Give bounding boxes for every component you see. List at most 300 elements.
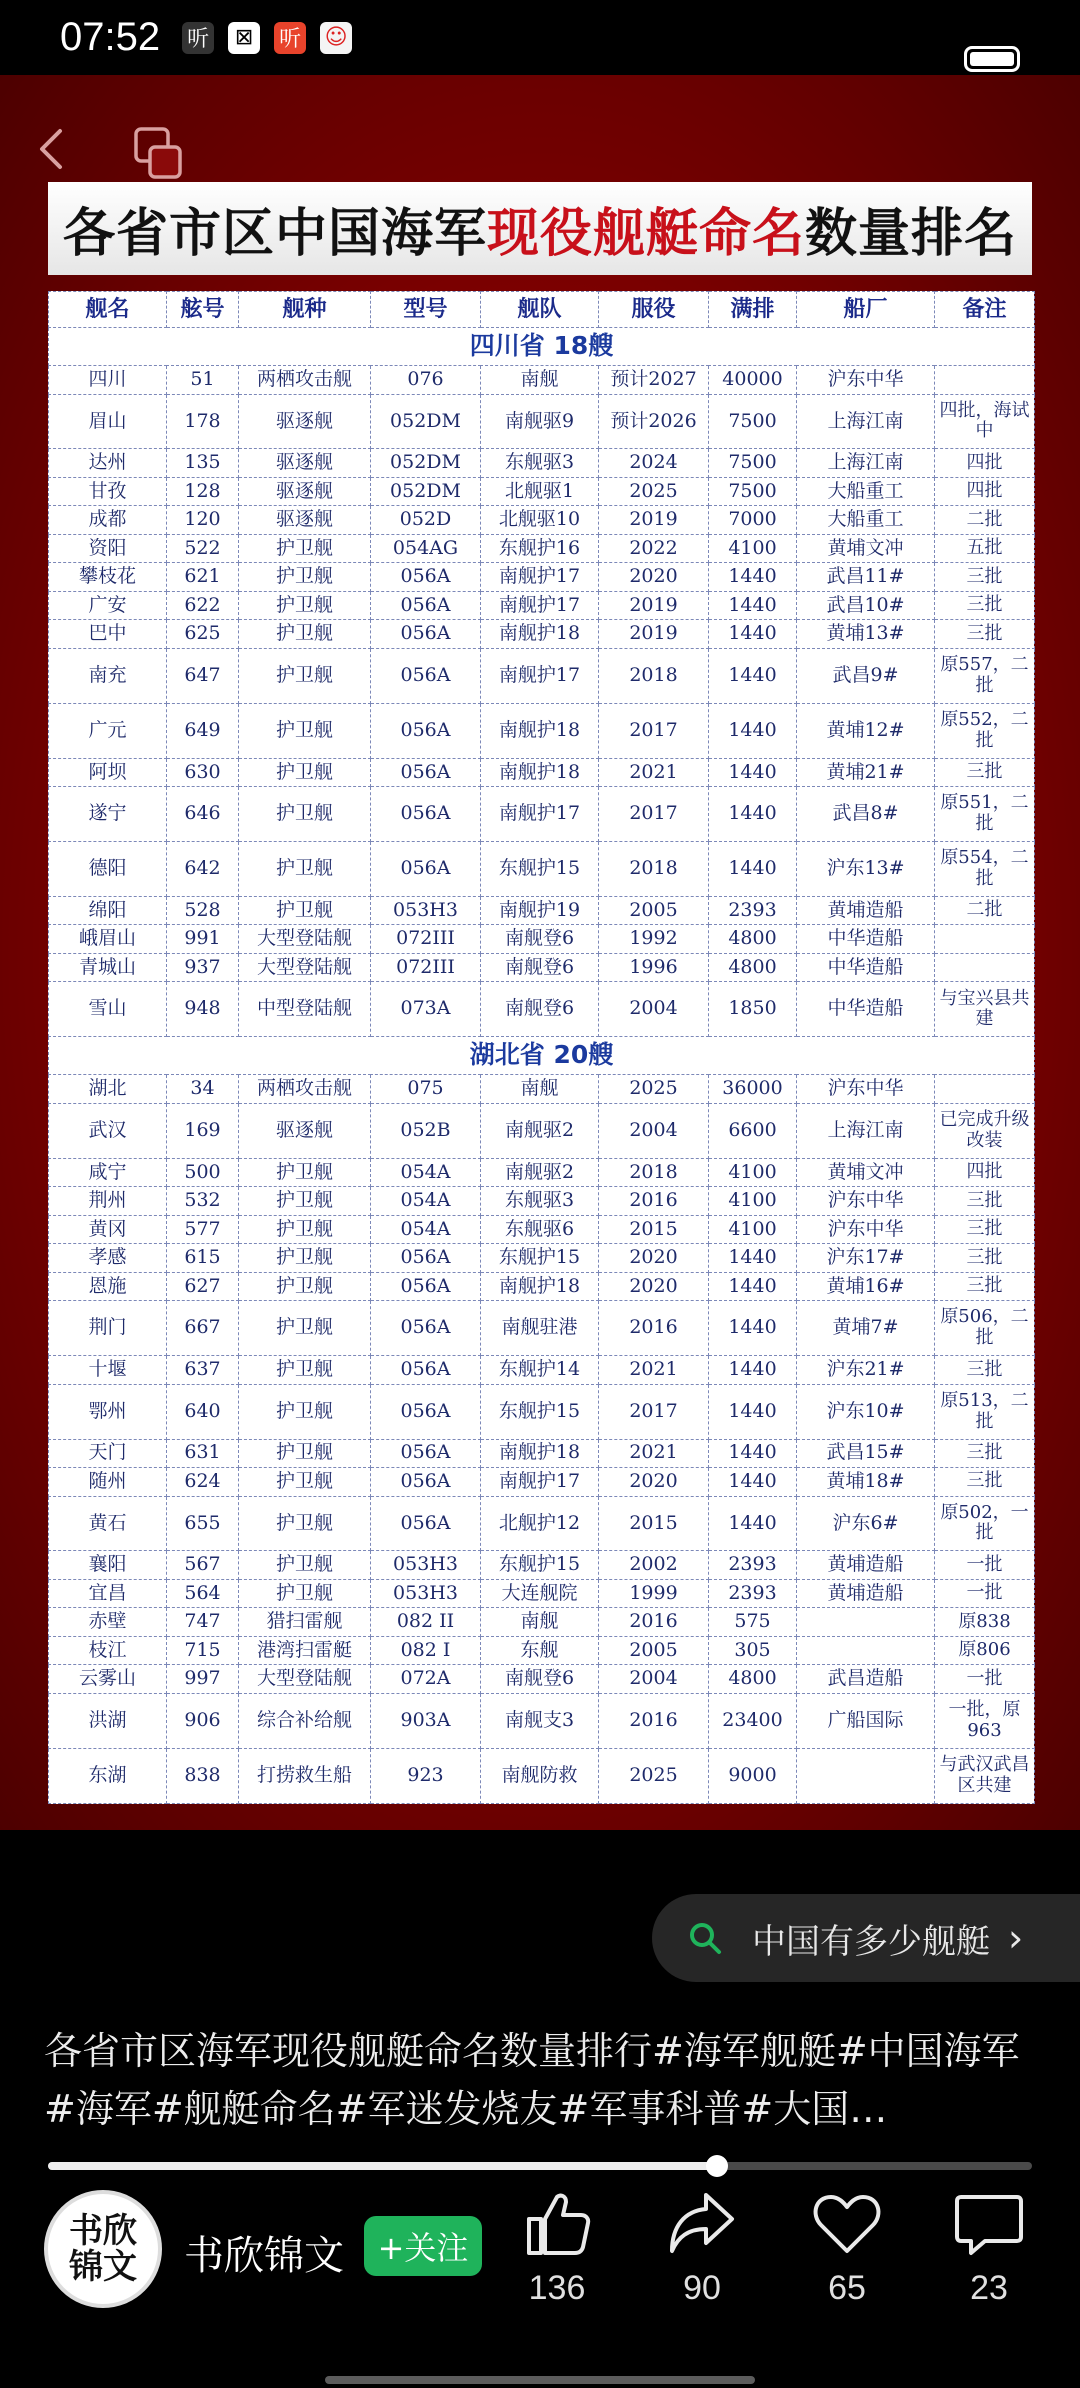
listen-red-icon: 听 <box>274 22 306 54</box>
table-cell: 三批 <box>935 1468 1035 1497</box>
table-cell: 1440 <box>709 703 797 758</box>
table-cell: 2393 <box>709 1551 797 1580</box>
table-cell: 34 <box>167 1075 239 1104</box>
table-cell: 护卫舰 <box>239 1301 371 1356</box>
table-cell: 与武汉武昌区共建 <box>935 1748 1035 1803</box>
table-cell: 二批 <box>935 506 1035 535</box>
table-cell: 4800 <box>709 953 797 982</box>
table-cell <box>797 1608 935 1637</box>
comment-count: 23 <box>970 2269 1008 2307</box>
table-cell: 1850 <box>709 982 797 1037</box>
col-header: 型号 <box>371 292 481 328</box>
table-cell: 056A <box>371 787 481 842</box>
table-cell: 7500 <box>709 477 797 506</box>
table-cell: 南舰护17 <box>481 787 599 842</box>
listen-app-icon: 听 <box>182 22 214 54</box>
table-cell: 猎扫雷舰 <box>239 1608 371 1637</box>
table-cell: 052DM <box>371 394 481 449</box>
table-cell: 驱逐舰 <box>239 394 371 449</box>
related-search-pill[interactable] <box>652 1894 1080 1982</box>
table-cell: 135 <box>167 449 239 478</box>
table-row <box>49 449 1035 478</box>
table-cell: 南舰登6 <box>481 925 599 954</box>
table-cell: 1440 <box>709 1301 797 1356</box>
table-cell: 2021 <box>599 1439 709 1468</box>
table-cell: 原557，二批 <box>935 648 1035 703</box>
table-cell: 646 <box>167 787 239 842</box>
table-cell: 120 <box>167 506 239 535</box>
table-cell: 1440 <box>709 1272 797 1301</box>
table-cell: 2002 <box>599 1551 709 1580</box>
table-cell <box>797 1748 935 1803</box>
table-cell: 575 <box>709 1608 797 1637</box>
table-cell: 南舰 <box>481 366 599 395</box>
table-cell: 2025 <box>599 1748 709 1803</box>
table-cell: 洪湖 <box>49 1693 167 1748</box>
table-cell: 500 <box>167 1158 239 1187</box>
table-cell: 南舰登6 <box>481 953 599 982</box>
app-icon-2: ⊠ <box>228 22 260 54</box>
table-cell: 黄埔12# <box>797 703 935 758</box>
table-cell: 沪东中华 <box>797 1075 935 1104</box>
table-cell: 1440 <box>709 842 797 897</box>
table-cell: 黄埔18# <box>797 1468 935 1497</box>
table-cell: 上海江南 <box>797 1103 935 1158</box>
table-row <box>49 787 1035 842</box>
table-cell: 护卫舰 <box>239 1551 371 1580</box>
table-row <box>49 506 1035 535</box>
table-cell: 178 <box>167 394 239 449</box>
table-cell: 1440 <box>709 758 797 787</box>
table-cell: 南舰护17 <box>481 1468 599 1497</box>
table-cell: 7500 <box>709 394 797 449</box>
favorite-button[interactable] <box>792 2185 902 2308</box>
ship-table <box>48 291 1035 1804</box>
table-cell: 巴中 <box>49 620 167 649</box>
table-cell: 原554，二批 <box>935 842 1035 897</box>
province-header-row <box>49 328 1035 366</box>
table-cell: 南舰护17 <box>481 591 599 620</box>
table-cell: 中华造船 <box>797 982 935 1037</box>
related-search-text: 中国有多少舰艇 <box>752 1921 990 1962</box>
table-cell: 护卫舰 <box>239 1356 371 1385</box>
table-cell: 1440 <box>709 591 797 620</box>
table-cell: 532 <box>167 1187 239 1216</box>
table-cell: 沪东中华 <box>797 366 935 395</box>
table-cell: 荆门 <box>49 1301 167 1356</box>
table-cell: 东舰护15 <box>481 1384 599 1439</box>
table-cell: 747 <box>167 1608 239 1637</box>
table-cell: 大型登陆舰 <box>239 1665 371 1694</box>
author-avatar[interactable] <box>44 2190 162 2308</box>
table-cell: 资阳 <box>49 534 167 563</box>
table-cell: 二批 <box>935 896 1035 925</box>
table-row <box>49 1384 1035 1439</box>
table-cell: 1996 <box>599 953 709 982</box>
table-cell: 黄埔造船 <box>797 1551 935 1580</box>
table-cell: 054A <box>371 1158 481 1187</box>
table-row <box>49 477 1035 506</box>
table-cell: 大船重工 <box>797 506 935 535</box>
table-cell: 082 II <box>371 1608 481 1637</box>
share-arrow-icon <box>664 2185 740 2261</box>
province-header: 湖北省 20艘 <box>49 1037 1035 1075</box>
table-row <box>49 1356 1035 1385</box>
table-cell: 黄石 <box>49 1496 167 1551</box>
table-cell: 赤壁 <box>49 1608 167 1637</box>
table-cell: 综合补给舰 <box>239 1693 371 1748</box>
table-cell: 黄埔文冲 <box>797 534 935 563</box>
table-cell: 五批 <box>935 534 1035 563</box>
post-image[interactable] <box>0 75 1080 1830</box>
table-cell: 四川 <box>49 366 167 395</box>
table-cell: 黄埔16# <box>797 1272 935 1301</box>
table-cell: 054AG <box>371 534 481 563</box>
table-cell: 649 <box>167 703 239 758</box>
like-button[interactable] <box>502 2185 612 2308</box>
app-icon-4: ☺ <box>320 22 352 54</box>
table-cell: 1440 <box>709 1356 797 1385</box>
status-bar <box>0 0 1080 75</box>
table-row <box>49 1439 1035 1468</box>
comment-button[interactable] <box>934 2185 1044 2308</box>
table-cell: 2019 <box>599 620 709 649</box>
table-cell: 056A <box>371 648 481 703</box>
post-caption[interactable]: 各省市区海军现役舰艇命名数量排行#海军舰艇#中国海军#海军#舰艇命名#军迷发烧友#军事科普#大国… <box>44 2029 1020 2131</box>
table-header-row <box>49 292 1035 328</box>
table-cell: 武昌10# <box>797 591 935 620</box>
table-cell: 072A <box>371 1665 481 1694</box>
table-cell: 1440 <box>709 1439 797 1468</box>
table-cell: 2015 <box>599 1496 709 1551</box>
table-cell: 056A <box>371 1301 481 1356</box>
chevron-right-icon: › <box>1008 1916 1024 1960</box>
table-cell: 中型登陆舰 <box>239 982 371 1037</box>
table-cell: 南舰支3 <box>481 1693 599 1748</box>
favorite-count: 65 <box>828 2269 866 2307</box>
table-cell: 东舰护14 <box>481 1356 599 1385</box>
table-cell: 948 <box>167 982 239 1037</box>
table-cell: 4800 <box>709 1665 797 1694</box>
table-cell: 1440 <box>709 1384 797 1439</box>
col-header: 舷号 <box>167 292 239 328</box>
table-cell: 1999 <box>599 1579 709 1608</box>
table-cell: 997 <box>167 1665 239 1694</box>
table-cell: 打捞救生船 <box>239 1748 371 1803</box>
table-cell: 南舰护18 <box>481 703 599 758</box>
table-cell: 053H3 <box>371 1551 481 1580</box>
table-cell: 武昌8# <box>797 787 935 842</box>
table-cell: 四批，海试中 <box>935 394 1035 449</box>
image-progress-bar[interactable] <box>48 2162 1032 2170</box>
table-cell: 056A <box>371 1356 481 1385</box>
table-cell: 北舰驱1 <box>481 477 599 506</box>
table-row <box>49 703 1035 758</box>
table-cell: 峨眉山 <box>49 925 167 954</box>
table-cell: 052DM <box>371 449 481 478</box>
table-cell: 宜昌 <box>49 1579 167 1608</box>
table-cell: 4100 <box>709 1187 797 1216</box>
table-cell: 621 <box>167 563 239 592</box>
poster-title <box>48 182 1032 275</box>
table-cell: 567 <box>167 1551 239 1580</box>
table-cell: 恩施 <box>49 1272 167 1301</box>
table-cell: 三批 <box>935 620 1035 649</box>
table-cell: 东湖 <box>49 1748 167 1803</box>
table-cell: 东舰驱6 <box>481 1215 599 1244</box>
progress-knob[interactable] <box>706 2155 728 2177</box>
table-row <box>49 366 1035 395</box>
table-cell: 1440 <box>709 1468 797 1497</box>
table-cell: 564 <box>167 1579 239 1608</box>
table-cell: 054A <box>371 1187 481 1216</box>
search-icon <box>688 1921 722 1955</box>
table-cell: 护卫舰 <box>239 563 371 592</box>
table-cell: 2021 <box>599 1356 709 1385</box>
table-cell: 三批 <box>935 1356 1035 1385</box>
table-cell: 一批 <box>935 1579 1035 1608</box>
table-cell: 2025 <box>599 477 709 506</box>
table-cell: 053H3 <box>371 1579 481 1608</box>
table-cell: 天门 <box>49 1439 167 1468</box>
table-cell: 2019 <box>599 591 709 620</box>
table-cell: 一批，原963 <box>935 1693 1035 1748</box>
table-cell: 056A <box>371 1468 481 1497</box>
table-cell: 一批 <box>935 1665 1035 1694</box>
table-cell: 076 <box>371 366 481 395</box>
table-cell: 护卫舰 <box>239 1244 371 1273</box>
table-cell: 1440 <box>709 648 797 703</box>
table-cell: 遂宁 <box>49 787 167 842</box>
table-body <box>49 328 1035 1804</box>
table-cell: 黄埔7# <box>797 1301 935 1356</box>
table-cell: 2017 <box>599 1384 709 1439</box>
table-cell: 湖北 <box>49 1075 167 1104</box>
table-cell: 大型登陆舰 <box>239 925 371 954</box>
table-cell: 护卫舰 <box>239 591 371 620</box>
table-cell: 南舰登6 <box>481 1665 599 1694</box>
table-cell: 2004 <box>599 1665 709 1694</box>
table-cell: 052DM <box>371 477 481 506</box>
table-cell: 大连舰院 <box>481 1579 599 1608</box>
table-cell: 637 <box>167 1356 239 1385</box>
table-cell: 南舰驱2 <box>481 1158 599 1187</box>
table-cell: 169 <box>167 1103 239 1158</box>
table-cell: 073A <box>371 982 481 1037</box>
table-row <box>49 394 1035 449</box>
table-cell: 雪山 <box>49 982 167 1037</box>
table-row <box>49 1496 1035 1551</box>
share-button[interactable] <box>647 2185 757 2308</box>
table-cell: 黄埔文冲 <box>797 1158 935 1187</box>
table-row <box>49 563 1035 592</box>
table-cell: 36000 <box>709 1075 797 1104</box>
table-cell: 南舰 <box>481 1608 599 1637</box>
table-cell: 南舰护18 <box>481 758 599 787</box>
table-cell: 三批 <box>935 1439 1035 1468</box>
table-cell: 四批 <box>935 1158 1035 1187</box>
table-cell: 2021 <box>599 758 709 787</box>
table-cell: 627 <box>167 1272 239 1301</box>
table-cell: 三批 <box>935 591 1035 620</box>
table-cell: 南舰驱2 <box>481 1103 599 1158</box>
table-cell: 护卫舰 <box>239 1187 371 1216</box>
table-row <box>49 842 1035 897</box>
table-row <box>49 1468 1035 1497</box>
table-cell: 2393 <box>709 896 797 925</box>
table-cell: 1440 <box>709 620 797 649</box>
table-cell: 南舰防救 <box>481 1748 599 1803</box>
table-row <box>49 1636 1035 1665</box>
table-cell: 武昌9# <box>797 648 935 703</box>
table-cell: 已完成升级改装 <box>935 1103 1035 1158</box>
table-cell: 北舰驱10 <box>481 506 599 535</box>
table-cell: 原551，二批 <box>935 787 1035 842</box>
poster-title-part2: 数量排名 <box>805 204 1018 264</box>
table-row <box>49 1301 1035 1356</box>
table-cell: 1440 <box>709 1496 797 1551</box>
table-cell: 7000 <box>709 506 797 535</box>
table-cell: 577 <box>167 1215 239 1244</box>
table-cell: 南舰护17 <box>481 563 599 592</box>
table-cell: 072III <box>371 953 481 982</box>
table-cell: 1440 <box>709 787 797 842</box>
table-row <box>49 1748 1035 1803</box>
province-header-row <box>49 1037 1035 1075</box>
table-cell: 923 <box>371 1748 481 1803</box>
province-header: 四川省 18艘 <box>49 328 1035 366</box>
table-cell: 2016 <box>599 1187 709 1216</box>
table-cell: 9000 <box>709 1748 797 1803</box>
table-row <box>49 982 1035 1037</box>
table-cell: 广元 <box>49 703 167 758</box>
table-cell: 2017 <box>599 703 709 758</box>
table-cell: 624 <box>167 1468 239 1497</box>
table-cell: 三批 <box>935 1215 1035 1244</box>
table-cell: 两栖攻击舰 <box>239 366 371 395</box>
table-cell <box>935 925 1035 954</box>
table-cell: 4100 <box>709 534 797 563</box>
table-cell: 黄冈 <box>49 1215 167 1244</box>
table-cell: 053H3 <box>371 896 481 925</box>
table-cell: 052D <box>371 506 481 535</box>
table-cell: 2020 <box>599 1468 709 1497</box>
table-cell: 2018 <box>599 1158 709 1187</box>
avatar-text: 书欣锦文 <box>69 2211 137 2287</box>
table-cell: 驱逐舰 <box>239 449 371 478</box>
table-cell: 128 <box>167 477 239 506</box>
table-row <box>49 1579 1035 1608</box>
table-cell: 沪东中华 <box>797 1187 935 1216</box>
table-cell <box>935 953 1035 982</box>
table-cell <box>935 1075 1035 1104</box>
table-cell: 三批 <box>935 1244 1035 1273</box>
table-cell: 056A <box>371 620 481 649</box>
table-cell: 三批 <box>935 1272 1035 1301</box>
table-cell: 武昌11# <box>797 563 935 592</box>
col-header: 舰队 <box>481 292 599 328</box>
table-cell: 南舰驻港 <box>481 1301 599 1356</box>
table-cell: 631 <box>167 1439 239 1468</box>
follow-button[interactable]: +关注 <box>364 2216 482 2276</box>
table-cell: 阿坝 <box>49 758 167 787</box>
table-row <box>49 648 1035 703</box>
back-arrow-icon[interactable] <box>30 125 78 173</box>
table-cell: 东舰 <box>481 1636 599 1665</box>
table-cell: 孝感 <box>49 1244 167 1273</box>
col-header: 备注 <box>935 292 1035 328</box>
comment-icon <box>951 2185 1027 2261</box>
table-cell: 东舰驱3 <box>481 1187 599 1216</box>
table-cell: 原806 <box>935 1636 1035 1665</box>
table-cell: 随州 <box>49 1468 167 1497</box>
table-cell: 054A <box>371 1215 481 1244</box>
table-cell: 056A <box>371 591 481 620</box>
table-cell: 南舰护18 <box>481 620 599 649</box>
table-cell: 护卫舰 <box>239 787 371 842</box>
table-cell: 大型登陆舰 <box>239 953 371 982</box>
table-cell: 2020 <box>599 1272 709 1301</box>
table-cell: 甘孜 <box>49 477 167 506</box>
table-cell: 沪东21# <box>797 1356 935 1385</box>
table-cell: 一批 <box>935 1551 1035 1580</box>
table-cell: 武汉 <box>49 1103 167 1158</box>
table-cell: 南舰护17 <box>481 648 599 703</box>
table-cell: 1440 <box>709 1244 797 1273</box>
table-cell: 4100 <box>709 1215 797 1244</box>
home-indicator[interactable] <box>325 2376 755 2384</box>
table-row <box>49 1215 1035 1244</box>
table-cell: 咸宁 <box>49 1158 167 1187</box>
battery-icon <box>964 46 1020 72</box>
table-cell: 056A <box>371 1439 481 1468</box>
table-cell: 838 <box>167 1748 239 1803</box>
table-cell: 056A <box>371 703 481 758</box>
copy-icon[interactable] <box>130 125 186 181</box>
table-cell: 991 <box>167 925 239 954</box>
table-cell: 东舰护15 <box>481 842 599 897</box>
table-cell: 2016 <box>599 1693 709 1748</box>
col-header: 舰种 <box>239 292 371 328</box>
table-cell: 2015 <box>599 1215 709 1244</box>
table-cell: 达州 <box>49 449 167 478</box>
col-header: 服役 <box>599 292 709 328</box>
table-cell: 眉山 <box>49 394 167 449</box>
table-row <box>49 591 1035 620</box>
table-cell: 护卫舰 <box>239 1384 371 1439</box>
table-cell: 2022 <box>599 534 709 563</box>
table-cell: 075 <box>371 1075 481 1104</box>
table-cell: 906 <box>167 1693 239 1748</box>
table-cell: 预计2026 <box>599 394 709 449</box>
table-cell: 2024 <box>599 449 709 478</box>
table-cell: 056A <box>371 1244 481 1273</box>
table-row <box>49 1665 1035 1694</box>
ship-table-container <box>48 291 1034 1804</box>
table-cell: 上海江南 <box>797 449 935 478</box>
table-cell: 护卫舰 <box>239 648 371 703</box>
table-row <box>49 620 1035 649</box>
table-cell: 护卫舰 <box>239 620 371 649</box>
table-cell: 2017 <box>599 787 709 842</box>
author-name[interactable]: 书欣锦文 <box>184 2233 344 2279</box>
table-cell: 成都 <box>49 506 167 535</box>
table-cell: 护卫舰 <box>239 1468 371 1497</box>
table-cell: 2004 <box>599 1103 709 1158</box>
table-cell: 528 <box>167 896 239 925</box>
table-cell: 广安 <box>49 591 167 620</box>
table-cell: 荆州 <box>49 1187 167 1216</box>
